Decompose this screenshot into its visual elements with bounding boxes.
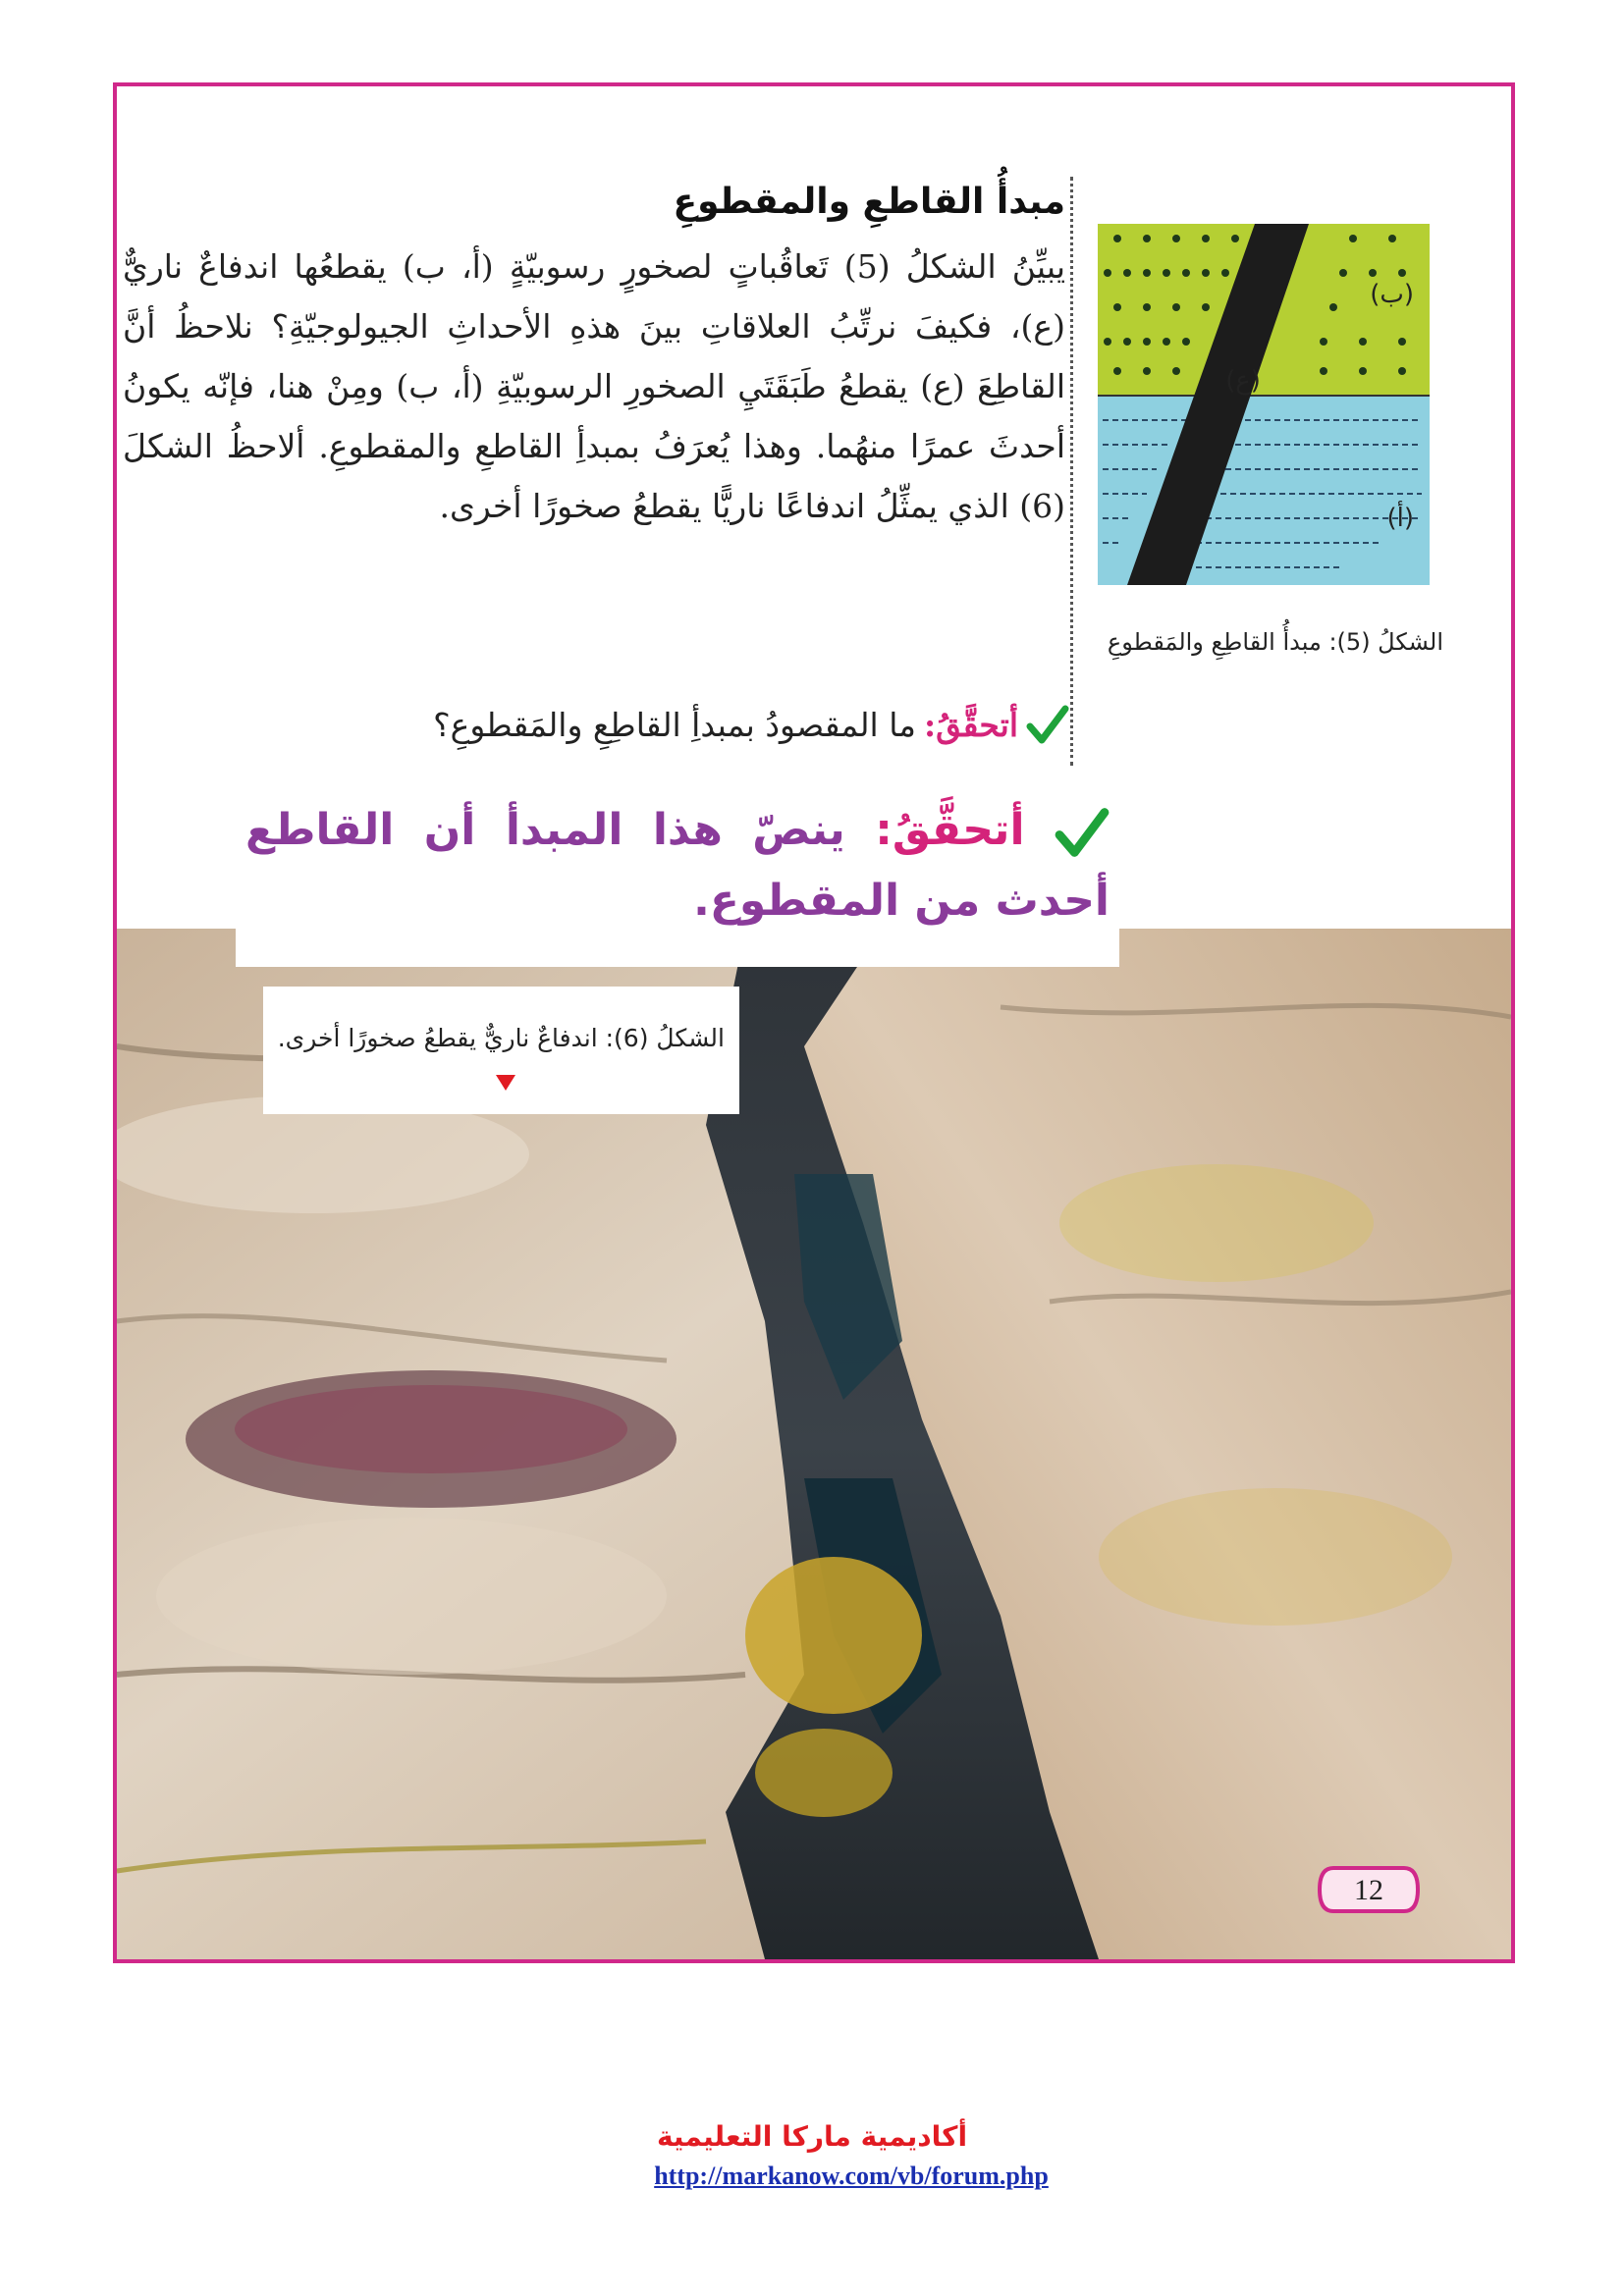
- answer-text: ينصّ هذا المبدأ أن القاطع أحدث من المقطوع.: [245, 805, 1110, 926]
- check-icon: [1026, 705, 1069, 744]
- dotted-divider: [1070, 177, 1073, 766]
- check-question-text: ما المقصودُ بمبدأِ القاطِعِ والمَقطوعِ؟: [433, 705, 916, 744]
- section-paragraph: يبيِّنُ الشكلُ (5) تَعاقُباتٍ لصخورٍ رسوبيّةٍ (أ، ب) يقطعُها اندفاعٌ ناريٌّ (ع)، فكيفَ نرتِّبُ العلاقاتِ بينَ هذهِ الأحداثِ الجيولوجيّةِ؟ نلاحظُ أنَّ القاطِعَ (ع) يقطعُ طَبَقَتَيِ الصخورِ الرسوبيّةِ (أ، ب) ومِنْ هنا، فإنّه يكونُ أحدثَ عمرًا منهُما. وهذا يُعرَفُ بمبدأِ القاطعِ والمقطوعِ. ألاحظُ الشكلَ (6) الذي يمثِّلُ اندفاعًا ناريًّا يقطعُ صخورًا أخرى.: [123, 247, 1066, 525]
- page-number: 12: [1354, 1874, 1383, 1906]
- answer-box: [236, 775, 1119, 967]
- answer-text-block: [245, 795, 1110, 936]
- answer-label: أتحقَّقُ:: [875, 805, 1025, 855]
- label-ayn: (ع): [1225, 366, 1261, 396]
- figure6-caption-box: [263, 987, 739, 1114]
- footer-title: أكاديمية ماركا التعليمية: [656, 2120, 968, 2153]
- label-a: (أ): [1386, 504, 1414, 533]
- section-title: مبدأُ القاطعِ والمقطوعِ: [673, 182, 1065, 222]
- arrow-down-icon: [496, 1075, 515, 1091]
- figure5-diagram: [1098, 224, 1430, 585]
- check-question-label: أتحقَّقُ:: [923, 705, 1018, 744]
- check-icon: [1055, 807, 1110, 858]
- footer-link[interactable]: http://markanow.com/vb/forum.php: [654, 2162, 1049, 2190]
- figure5-caption: الشكلُ (5): مبدأُ القاطِعِ والمَقطوعِ: [1107, 628, 1443, 656]
- page-number-badge: [1316, 1865, 1422, 1914]
- check-question: [433, 705, 1069, 744]
- figure6-caption: الشكلُ (6): اندفاعٌ ناريٌّ يقطعُ صخورًا أخرى.: [277, 1024, 725, 1052]
- label-b: (ب): [1370, 280, 1414, 309]
